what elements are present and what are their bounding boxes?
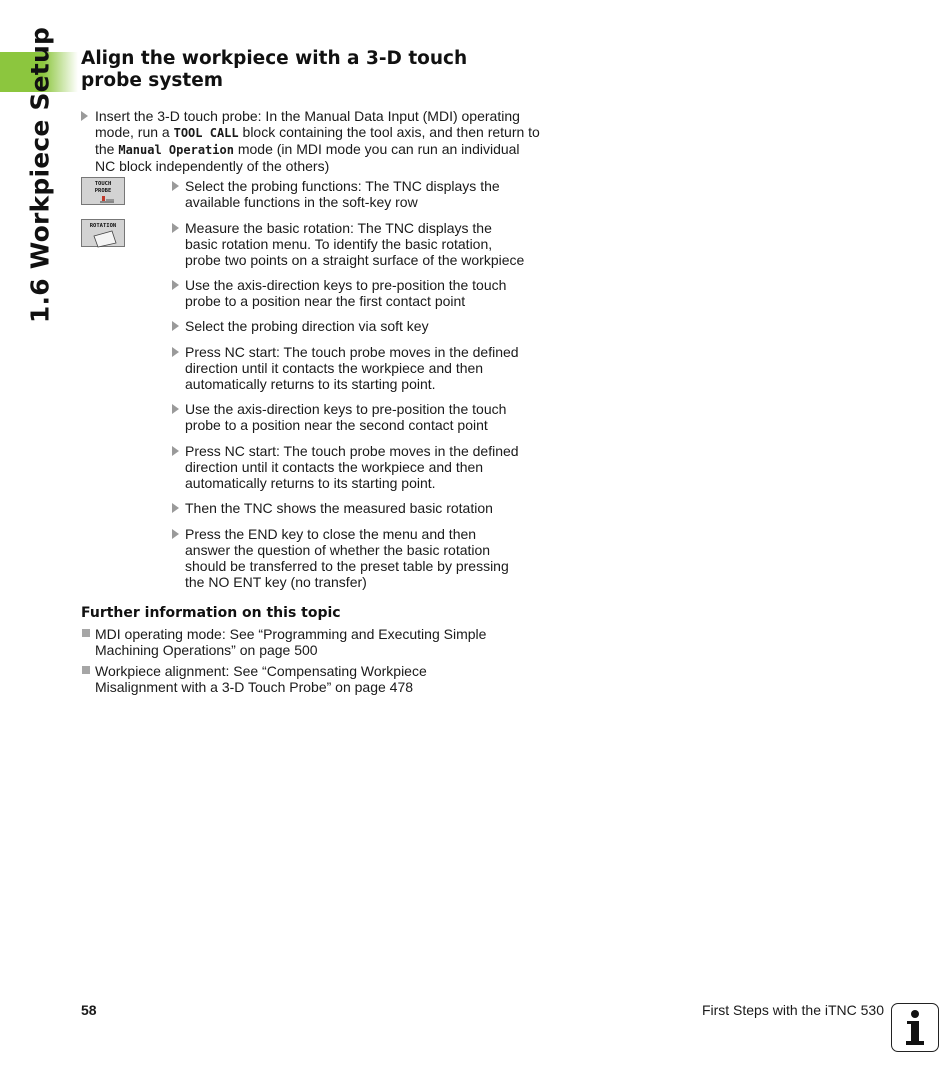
- footer-title: First Steps with the iTNC 530: [701, 1002, 884, 1018]
- step-item: Press NC start: The touch probe moves in the defined direction until it contacts the workpiece and then automatically returns to its starting point.: [172, 443, 525, 491]
- rotation-softkey[interactable]: [81, 219, 125, 247]
- arrow-icon: [172, 446, 179, 456]
- probe-icon: [82, 178, 126, 206]
- steps-list: [172, 178, 531, 590]
- arrow-icon: [172, 347, 179, 357]
- section-heading: Align the workpiece with a 3-D touch probe system: [81, 48, 468, 91]
- arrow-icon: [172, 404, 179, 414]
- arrow-icon: [172, 321, 179, 331]
- bullet-square-icon: [82, 666, 90, 674]
- further-heading: Further information on this topic: [81, 605, 341, 621]
- touch-probe-softkey[interactable]: [81, 177, 125, 205]
- arrow-icon: [172, 529, 179, 539]
- arrow-icon: [172, 223, 179, 233]
- code-manual-operation: Manual Operation: [118, 143, 234, 157]
- softkey-label: ROTATION: [89, 223, 117, 229]
- step-item: Press NC start: The touch probe moves in the defined direction until it contacts the workpiece and then automatically returns to its starting point.: [172, 344, 525, 392]
- further-item: MDI operating mode: See “Programming and Executing Simple Machining Operations” on page 500: [81, 626, 525, 658]
- step-item: Select the probing functions: The TNC displays the available functions in the soft-key row: [172, 178, 525, 210]
- step-item: Press the END key to close the menu and then answer the question of whether the basic rotation should be transferred to the preset table by pressing the NO ENT key (no transfer): [172, 526, 525, 590]
- further-info: [81, 605, 531, 695]
- arrow-icon: [81, 111, 88, 121]
- further-item: Workpiece alignment: See “Compensating Workpiece Misalignment with a 3-D Touch Probe” on page 478: [81, 663, 495, 695]
- step-item: Then the TNC shows the measured basic rotation: [172, 500, 525, 516]
- main-content: [81, 48, 540, 695]
- bullet-square-icon: [82, 629, 90, 637]
- step-item: Select the probing direction via soft key: [172, 318, 525, 334]
- chapter-title: 1.6 Workpiece Setup: [25, 26, 55, 324]
- info-icon: [891, 1003, 939, 1052]
- code-tool-call: TOOL CALL: [173, 126, 239, 140]
- steps-block: [81, 178, 531, 590]
- rotation-icon: [82, 220, 126, 248]
- arrow-icon: [172, 503, 179, 513]
- step-item: Use the axis-direction keys to pre-position the touch probe to a position near the second contact point: [172, 401, 525, 433]
- arrow-icon: [172, 280, 179, 290]
- page-number: 58: [81, 1002, 97, 1018]
- intro-step: Insert the 3-D touch probe: In the Manual Data Input (MDI) operating mode, run a TOOL CALL block containing the tool axis, and then return to the Manual Operation mode (in MDI mode you can run an individual NC block independently of the others): [81, 108, 540, 174]
- arrow-icon: [172, 181, 179, 191]
- step-item: Measure the basic rotation: The TNC displays the basic rotation menu. To identify the basic rotation, probe two points on a straight surface of the workpiece: [172, 220, 525, 268]
- step-item: Use the axis-direction keys to pre-position the touch probe to a position near the first contact point: [172, 277, 525, 309]
- softkey-label: TOUCH PROBE: [94, 181, 112, 194]
